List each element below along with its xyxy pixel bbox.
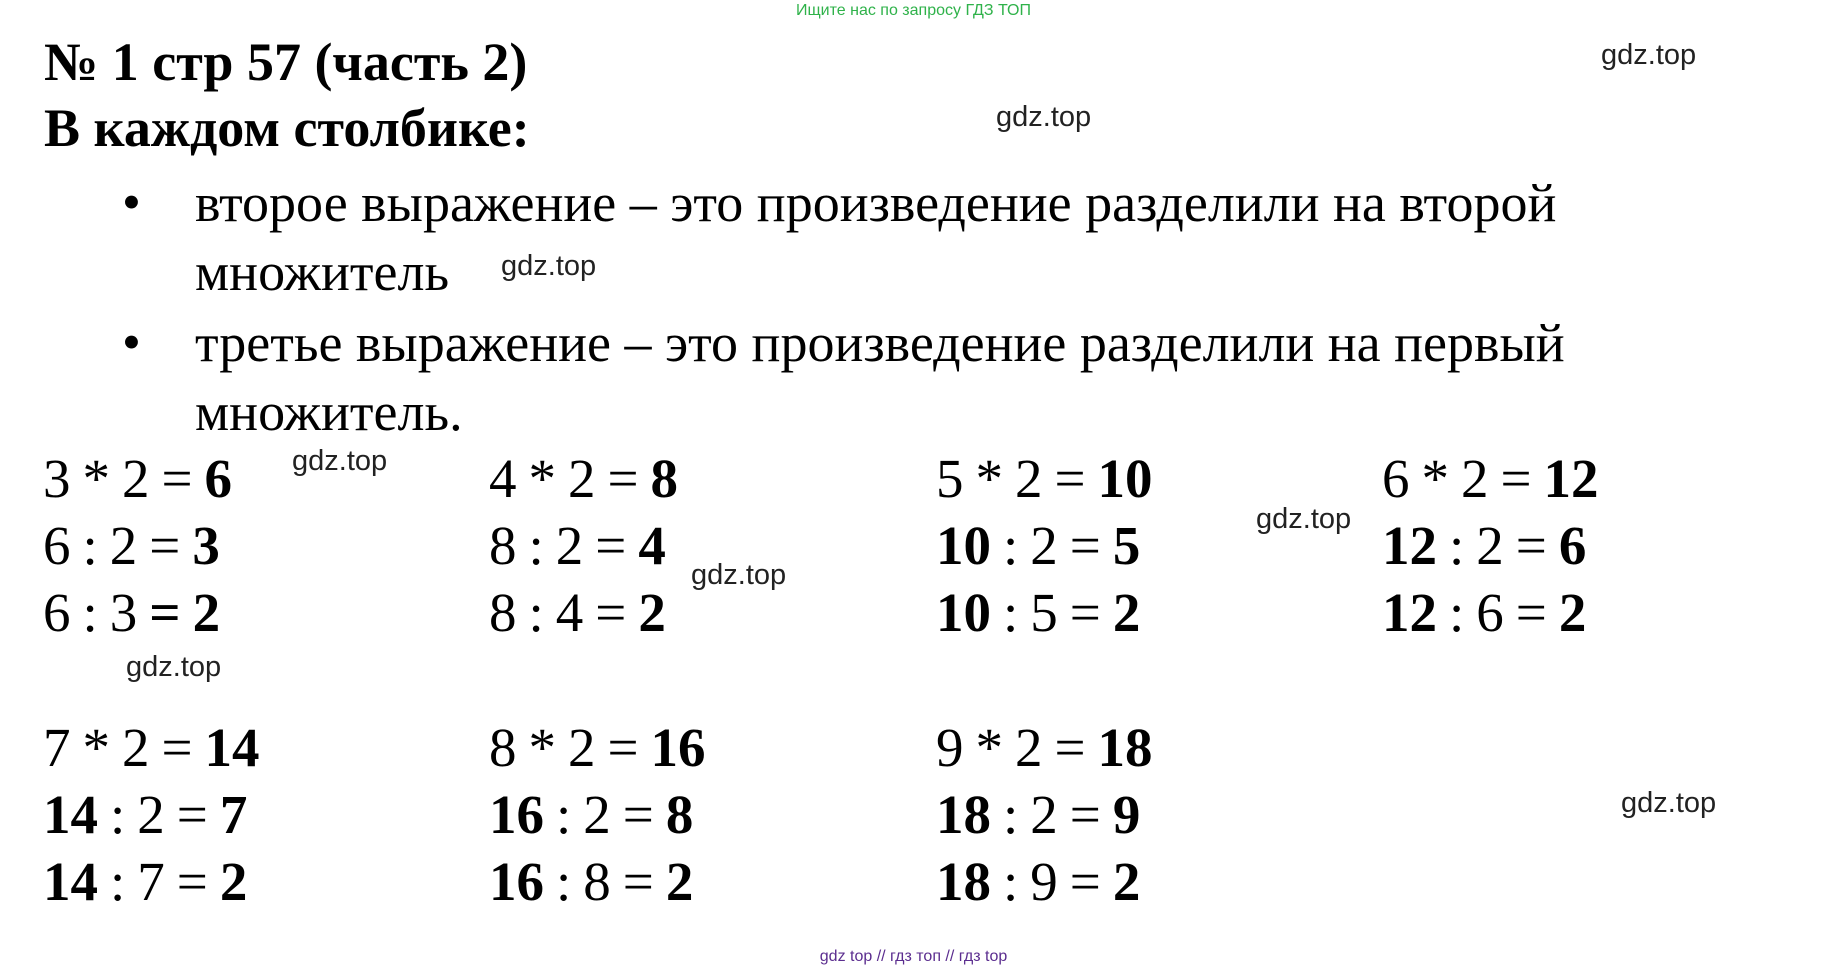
equals-sign: = [161,717,193,778]
result: 2 [665,851,694,912]
equation-row [936,581,1140,645]
operator: : [82,582,98,643]
operator: : [556,851,572,912]
equals-sign: = [149,515,181,576]
operator: : [1003,515,1019,576]
page-title: № 1 стр 57 (часть 2) [44,32,528,92]
operator: * [82,448,110,509]
footer-banner: gdz top // гдз топ // гдз top [819,948,1008,965]
operand-b: 2 [1015,717,1043,778]
result: 6 [1558,515,1587,576]
equation-row [43,850,247,914]
operator: * [1421,448,1449,509]
operand-a: 16 [489,784,544,845]
operand-b: 2 [555,515,584,576]
operator: * [975,717,1003,778]
equation-row [936,850,1140,914]
result: 9 [1112,784,1141,845]
operand-b: 3 [109,582,138,643]
operand-a: 8 [489,582,517,643]
watermark: gdz.top [1256,503,1352,535]
bullet-item-2: третье выражение – это произведение разделили на первый множитель. [195,313,1565,442]
equals-sign: = [1069,515,1101,576]
equation-row [489,447,678,511]
equation-row [1382,581,1586,645]
operand-a: 7 [43,717,71,778]
equation-row [936,514,1140,578]
watermark: gdz.top [501,250,597,282]
equals-sign: = [149,582,181,643]
operand-a: 10 [936,515,991,576]
operand-b: 2 [1015,448,1043,509]
result: 8 [665,784,694,845]
operator: : [1449,515,1465,576]
equals-sign: = [607,717,639,778]
equation-row [936,783,1140,847]
equals-sign: = [607,448,639,509]
equation-row [489,783,693,847]
watermark: gdz.top [691,559,787,591]
operator: : [528,582,544,643]
result: 14 [204,717,260,778]
equation-row [489,581,666,645]
operator: : [82,515,98,576]
operand-a: 6 [43,582,71,643]
bullet-marker: • [122,172,141,232]
operand-a: 12 [1382,582,1437,643]
operand-a: 16 [489,851,544,912]
result: 4 [638,515,666,576]
result: 18 [1097,717,1153,778]
operand-b: 5 [1030,582,1058,643]
result: 2 [219,851,248,912]
operand-a: 9 [936,717,964,778]
operand-b: 2 [137,784,165,845]
operator: * [975,448,1003,509]
equals-sign: = [1069,851,1101,912]
equals-sign: = [1500,448,1532,509]
operator: * [82,717,110,778]
header-banner: Ищите нас по запросу ГДЗ ТОП [796,2,1031,19]
operand-a: 4 [489,448,517,509]
watermark: gdz.top [292,445,388,477]
equals-sign: = [622,851,654,912]
equals-sign: = [176,784,208,845]
operand-a: 3 [43,448,71,509]
bullet-marker: • [122,312,141,372]
equation-row [43,716,260,780]
operand-b: 2 [122,717,150,778]
equation-row [43,581,220,645]
operand-b: 2 [109,515,138,576]
equals-sign: = [595,515,627,576]
bullet-item-1: второе выражение – это произведение разделили на второй множитель [195,173,1557,302]
equals-sign: = [1054,717,1086,778]
equation-row [1382,447,1599,511]
watermark: gdz.top [1601,39,1697,71]
operand-a: 5 [936,448,964,509]
result: 3 [192,515,220,576]
equals-sign: = [176,851,208,912]
operand-b: 2 [568,717,596,778]
operator: : [1003,851,1019,912]
watermark: gdz.top [996,101,1092,133]
operand-a: 6 [1382,448,1410,509]
equals-sign: = [1515,582,1547,643]
equals-sign: = [1069,784,1101,845]
equals-sign: = [1515,515,1547,576]
operator: : [528,515,544,576]
operand-b: 2 [1476,515,1504,576]
result: 10 [1097,448,1153,509]
operator: : [110,851,126,912]
result: 2 [1558,582,1587,643]
equation-row [43,447,232,511]
operand-b: 2 [583,784,611,845]
operand-a: 6 [43,515,71,576]
operand-b: 8 [583,851,611,912]
operand-a: 10 [936,582,991,643]
equals-sign: = [595,582,627,643]
equation-row [43,514,220,578]
operator: : [556,784,572,845]
equals-sign: = [1069,582,1101,643]
equation-row [936,447,1153,511]
operator: * [528,717,556,778]
section-heading: В каждом столбике: [44,98,530,158]
result: 2 [192,582,221,643]
operand-b: 2 [122,448,150,509]
operand-a: 8 [489,515,517,576]
equation-row [489,850,693,914]
operand-a: 8 [489,717,517,778]
operator: : [1003,784,1019,845]
operand-b: 6 [1476,582,1504,643]
equation-row [1382,514,1586,578]
equation-row [489,514,666,578]
equation-row [489,716,706,780]
operand-b: 2 [568,448,596,509]
operand-a: 14 [43,851,98,912]
operand-b: 2 [1030,784,1058,845]
operator: : [1449,582,1465,643]
operand-b: 7 [137,851,165,912]
result: 12 [1543,448,1599,509]
operand-b: 9 [1030,851,1058,912]
operand-b: 4 [555,582,584,643]
result: 7 [219,784,248,845]
equals-sign: = [161,448,193,509]
result: 16 [650,717,706,778]
equals-sign: = [622,784,654,845]
operator: : [1003,582,1019,643]
equation-row [936,716,1153,780]
watermark: gdz.top [1621,787,1717,819]
operand-a: 14 [43,784,98,845]
operand-b: 2 [1461,448,1489,509]
equals-sign: = [1054,448,1086,509]
result: 2 [1112,851,1141,912]
equation-row [43,783,247,847]
result: 2 [1112,582,1141,643]
result: 6 [204,448,233,509]
watermark: gdz.top [126,651,222,683]
operand-a: 18 [936,784,991,845]
operand-a: 18 [936,851,991,912]
result: 2 [638,582,666,643]
operator: * [528,448,556,509]
operand-a: 12 [1382,515,1437,576]
operand-b: 2 [1030,515,1058,576]
result: 5 [1112,515,1141,576]
operator: : [110,784,126,845]
result: 8 [650,448,679,509]
